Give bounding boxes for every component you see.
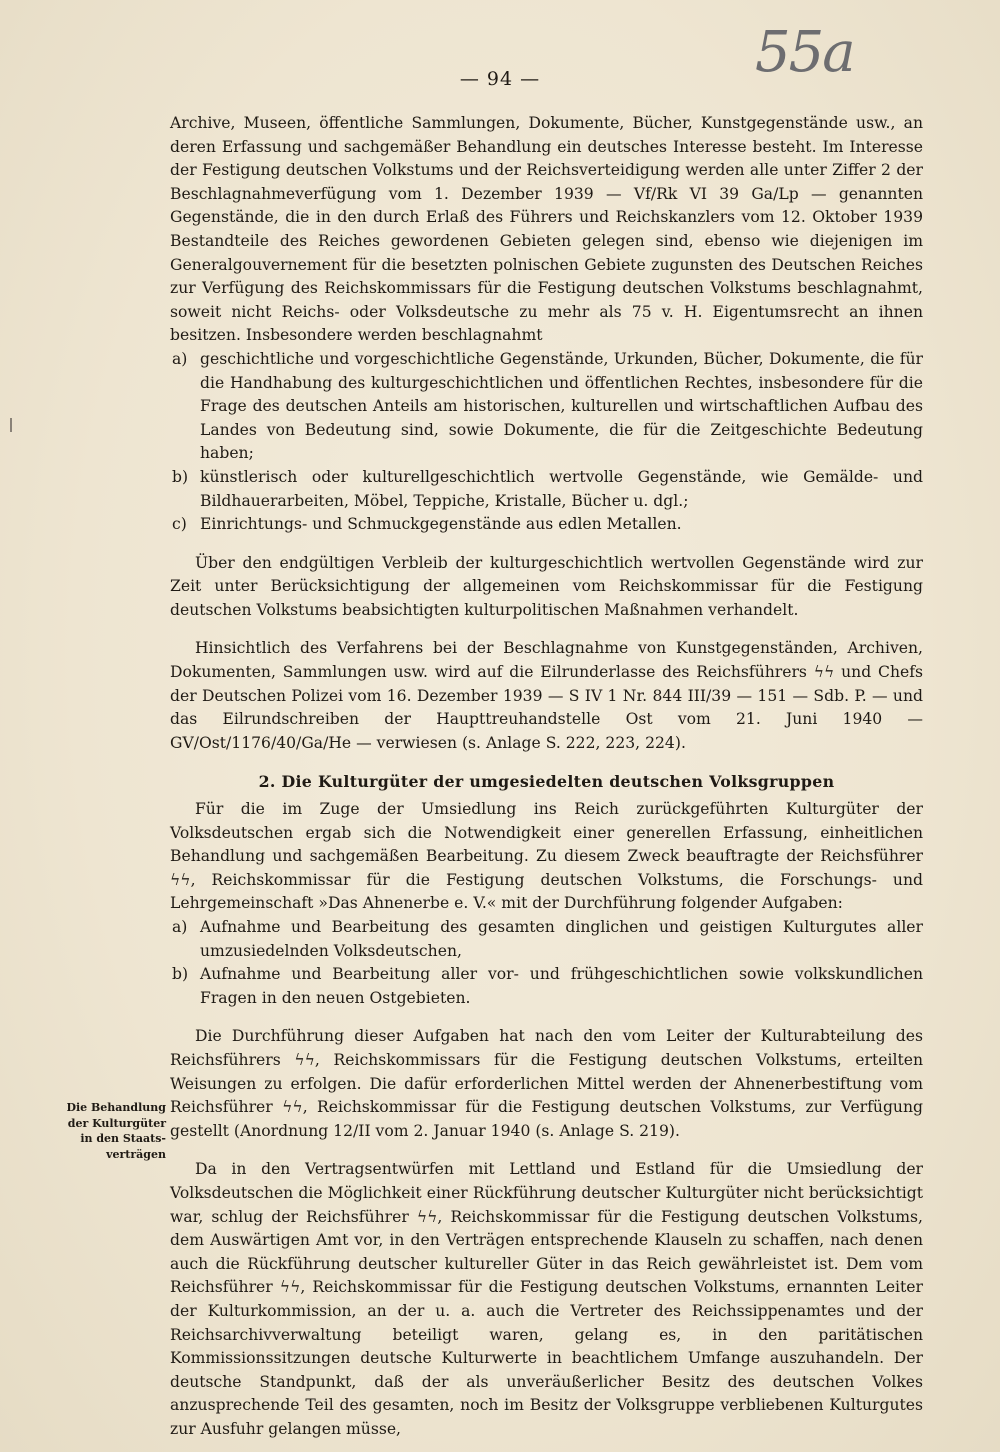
list-item	[170, 963, 923, 1010]
list-item-label: b)	[172, 965, 189, 984]
list-item-label: b)	[172, 467, 189, 486]
list-item-text: Aufnahme und Bearbeitung aller vor- und frühgeschichtlichen sowie volkskundlichen Fragen in den neuen Ostgebieten.	[200, 965, 923, 1007]
list-item	[170, 348, 923, 466]
list-item-text: Aufnahme und Bearbeitung des gesamten dinglichen und geistigen Kulturgutes aller umzusiedelnden Volksdeutschen,	[200, 918, 923, 960]
margin-note	[44, 1100, 166, 1162]
margin-note-line: Die Behandlung	[66, 1101, 166, 1114]
list-item-text: Einrichtungs- und Schmuckgegenstände aus edlen Metallen.	[200, 515, 682, 534]
list-item	[170, 466, 923, 513]
intro-paragraph: Archive, Museen, öffentliche Sammlungen, Dokumente, Bücher, Kunstgegenstände usw., an deren Erfassung und sachgemäßer Behandlung ein deutsches Interesse besteht. Im Interesse der Festigung deutschen Volkstums und der Reichsverteidigung werden alle unter Ziffer 2 der Beschlagnahmeverfügung vom 1. Dezember 1939 — Vf/Rk VI 39 Ga/Lp — genannten Gegenstände, die in den durch Erlaß des Führers und Reichskanzlers vom 12. Oktober 1939 Bestandteile des Reiches gewordenen Gebieten gelegen sind, ebenso wie diejenigen im Generalgouvernement für die besetzten polnischen Gebiete zugunsten des Deutschen Reiches zur Verfügung des Reichskommissars für die Festigung deutschen Volkstums beschlagnahmt, soweit nicht Reichs- oder Volksdeutsche zu mehr als 75 v. H. Eigentumsrecht an ihnen besitzen. Insbesondere werden beschlagnahmt	[170, 114, 923, 345]
paragraph-durchfuehrung: Die Durchführung dieser Aufgaben hat nach den vom Leiter der Kulturabteilung des Reichsführers ϟϟ, Reichskommissars für die Festigung deutschen Volkstums, erteilten Weisungen zu erfolgen. Die dafür erforderlichen Mittel werden der Ahnenerbestiftung vom Reichsführer ϟϟ, Reichskommissar für die Festigung deutschen Volkstums, zur Verfügung gestellt (Anordnung 12/II vom 2. Januar 1940 (s. Anlage S. 219).	[170, 1027, 923, 1140]
list-item-text: geschichtliche und vorgeschichtliche Gegenstände, Urkunden, Bücher, Dokumente, die für die Handhabung des kulturgeschichtlichen und öffentlichen Rechtes, insbesondere für die Frage des deutschen Anteils am historischen, kulturellen und wirtschaftlichen Aufbau des Landes von Bedeutung sind, sowie Dokumente, die für die Zeitgeschichte Bedeutung haben;	[200, 349, 923, 463]
list-item-label: c)	[172, 515, 187, 534]
margin-mark	[10, 418, 12, 432]
list-item-label: a)	[172, 918, 188, 936]
paragraph-verfahren: Hinsichtlich des Verfahrens bei der Beschlagnahme von Kunstgegenständen, Archiven, Dokumenten, Sammlungen usw. wird auf die Eilrunderlasse des Reichsführers ϟϟ und Chefs der Deutschen Polizei vom 16. Dezember 1939 — S IV 1 Nr. 844 III/39 — 151 — Sdb. P. — und das Eilrundschreiben der Haupttreuhandstelle Ost vom 21. Juni 1940 — GV/Ost/1176/40/Ga/He — verwiesen (s. Anlage S. 222, 223, 224).	[170, 639, 923, 752]
document-body	[170, 112, 923, 1441]
paragraph-vertraege: Da in den Vertragsentwürfen mit Lettland und Estland für die Umsiedlung der Volksdeutschen die Möglichkeit einer Rückführung deutscher Kulturgüter nicht berücksichtigt war, schlug der Reichsführer ϟϟ, Reichskommissar für die Festigung deutschen Volkstums, dem Auswärtigen Amt vor, in den Verträgen entsprechende Klauseln zu schaffen, nach denen auch die Rückführung deutscher kultureller Güter in das Reich gewährleistet ist. Dem vom Reichsführer ϟϟ, Reichskommissar für die Festigung deutschen Volkstums, ernannten Leiter der Kulturkommission, an der u. a. auch die Vertreter des Reichssippenamtes und der Reichsarchivverwaltung beteiligt waren, gelang es, in den paritätischen Kommissionssitzungen deutsche Kulturwerte in beachtlichem Umfange auszuhandeln. Der deutsche Standpunkt, daß der als unveräußerlicher Besitz des deutschen Volkes anzusprechende Teil des gesamten, noch im Besitz der Volksgruppe verbliebenen Kulturgutes zur Ausfuhr gelangen müsse,	[170, 1160, 923, 1438]
margin-note-line: der Kulturgüter	[67, 1116, 166, 1130]
section-heading: 2. Die Kulturgüter der umgesiedelten deutschen Volksgruppen	[258, 772, 835, 792]
list-item	[170, 513, 923, 537]
page-number: — 94 —	[459, 68, 541, 90]
handwritten-page-annotation: 55a	[755, 20, 854, 85]
list-item	[170, 916, 923, 963]
list-item-label: a)	[172, 349, 188, 368]
margin-note-line: in den Staats-	[80, 1132, 166, 1145]
margin-note-line: verträgen	[106, 1147, 166, 1161]
list-item-text: künstlerisch oder kulturellgeschichtlich wertvolle Gegenstände, wie Gemälde- und Bildhauerarbeiten, Möbel, Teppiche, Kristalle, Bücher u. dgl.;	[200, 467, 923, 510]
section-intro-paragraph: Für die im Zuge der Umsiedlung ins Reich zurückgeführten Kulturgüter der Volksdeutschen ergab sich die Notwendigkeit einer generellen Erfassung, einheitlichen Behandlung und sachgemäßen Bearbeitung. Zu diesem Zweck beauftragte der Reichsführer ϟϟ, Reichskommissar für die Festigung deutschen Volkstums, die Forschungs- und Lehrgemeinschaft »Das Ahnenerbe e. V.« mit der Durchführung folgender Aufgaben:	[170, 800, 923, 913]
paragraph-verbleib: Über den endgültigen Verbleib der kulturgeschichtlich wertvollen Gegenstände wird zur Zeit unter Berücksichtigung der allgemeinen vom Reichskommissar für die Festigung deutschen Volkstums beabsichtigten kulturpolitischen Maßnahmen verhandelt.	[170, 553, 923, 619]
